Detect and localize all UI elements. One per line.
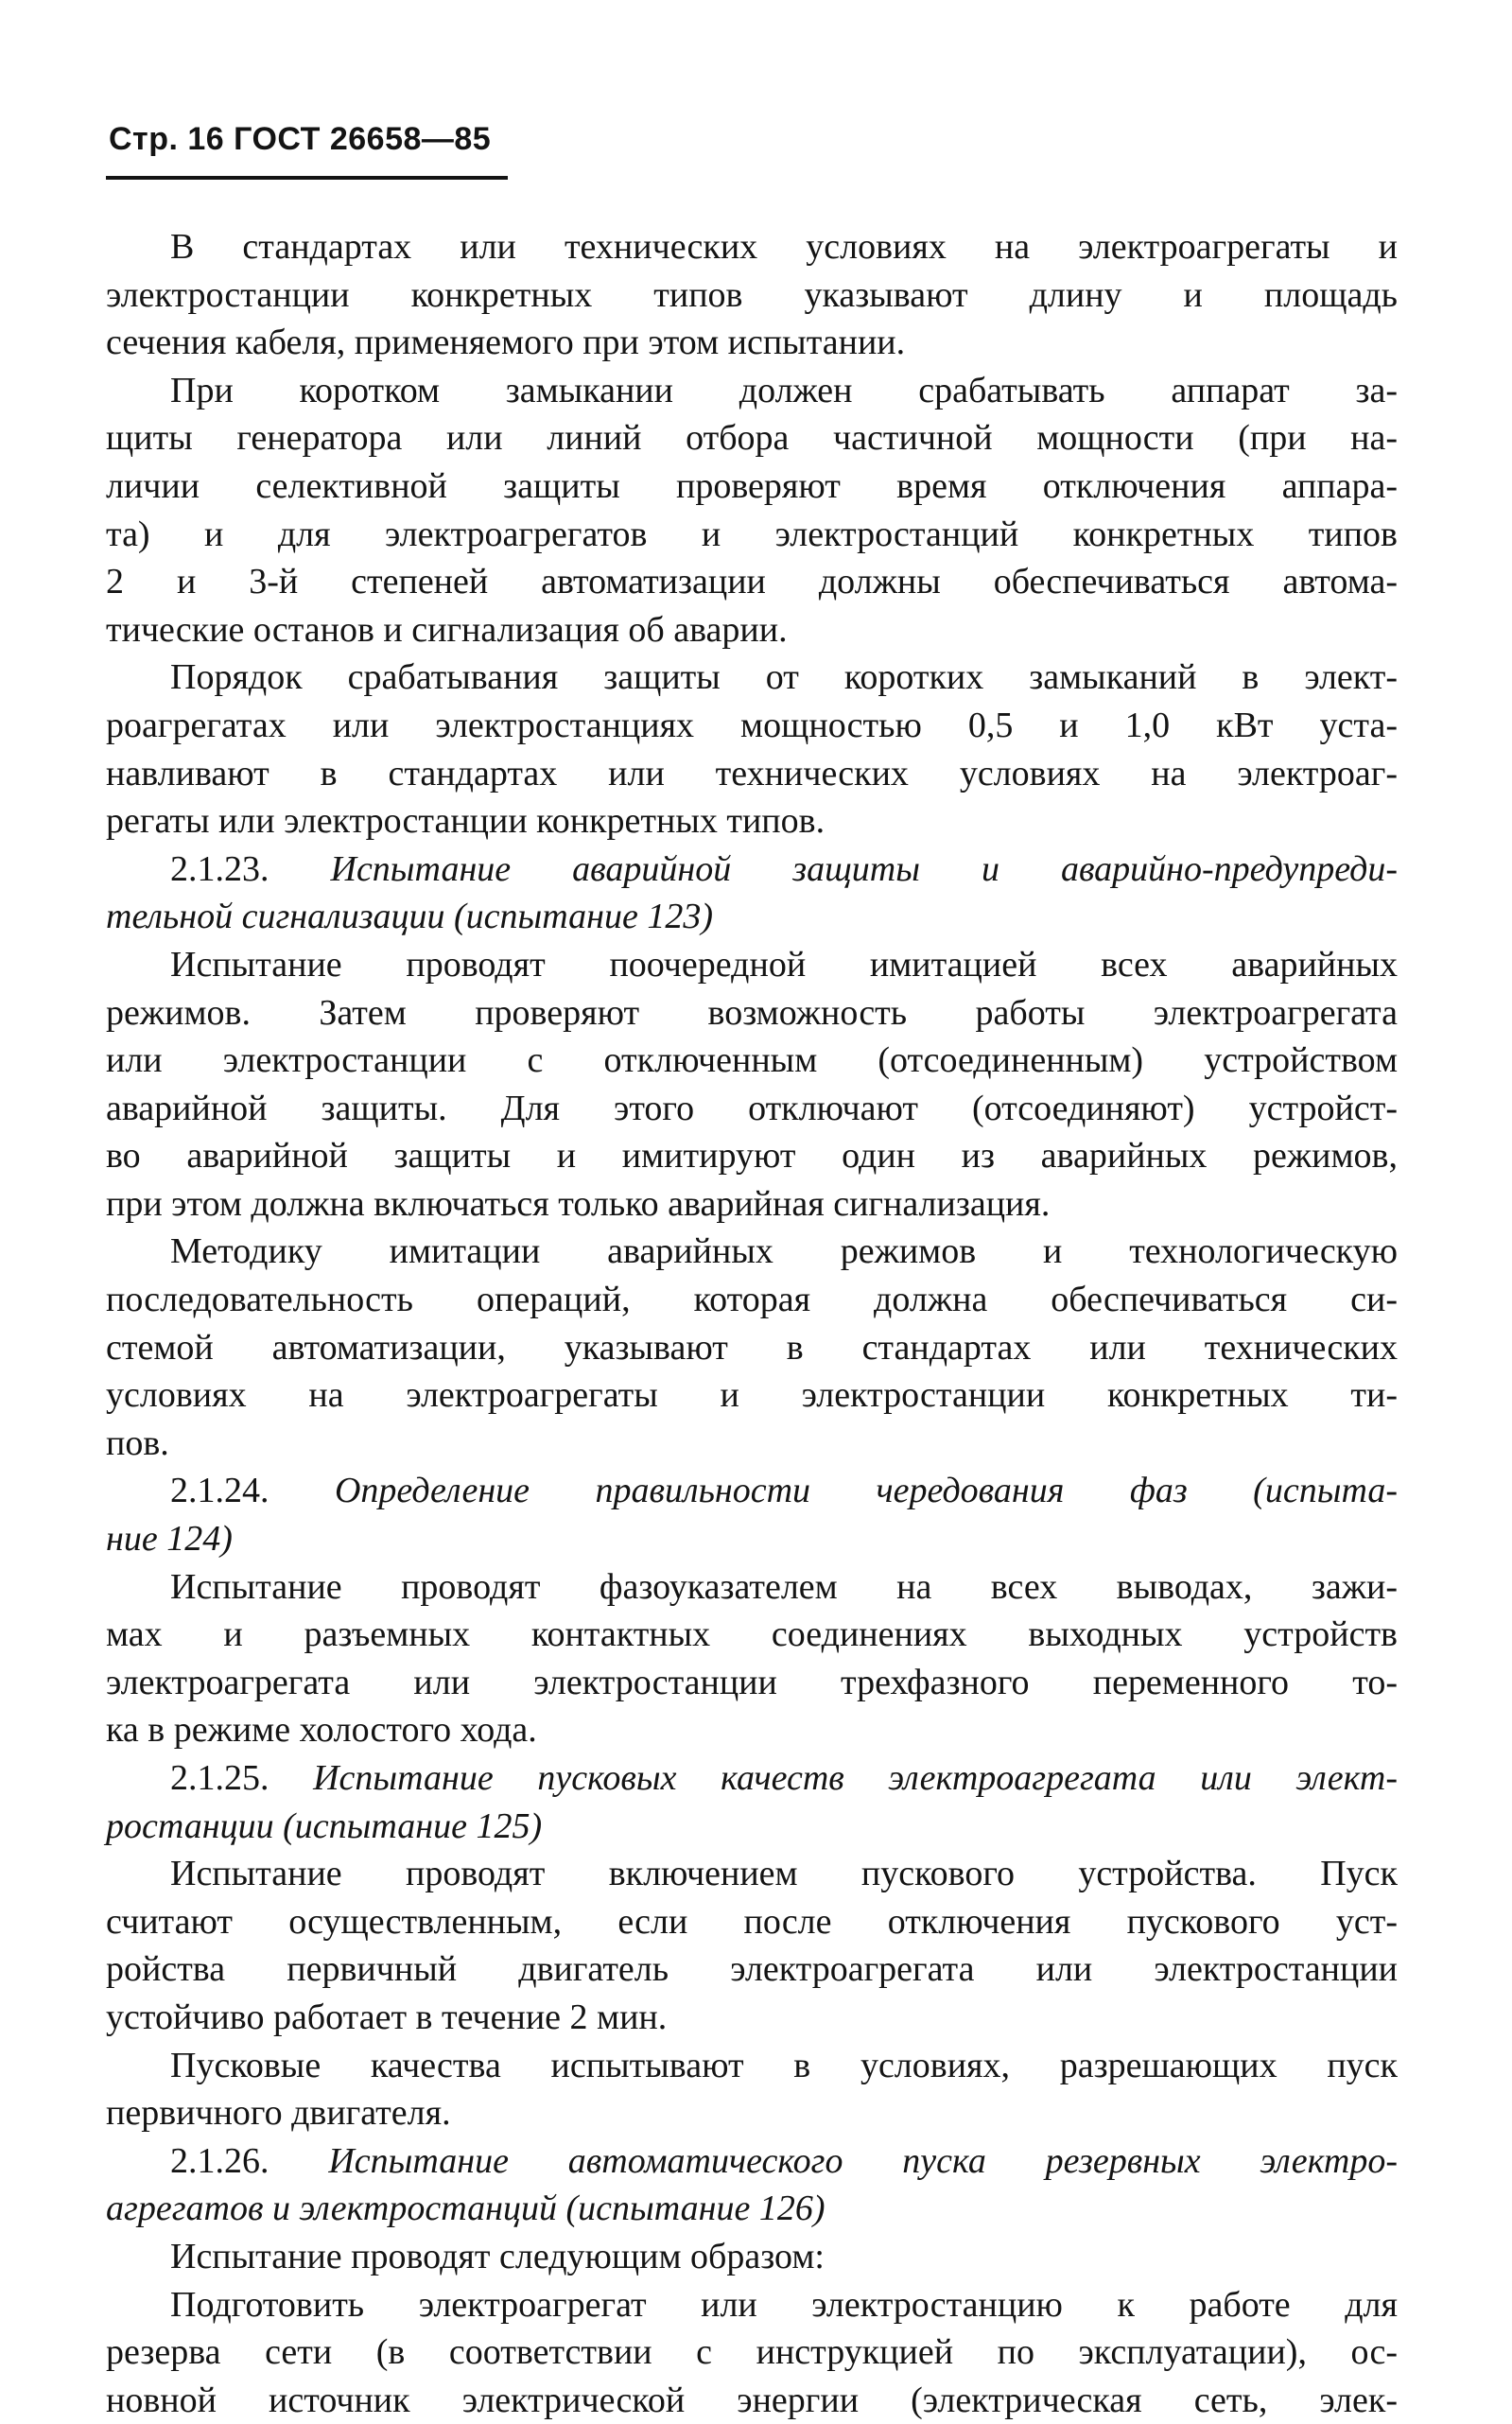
text-line bbox=[106, 1994, 1398, 2042]
line-text: Пусковые качества испытывают в условиях, разрешающих пуск bbox=[170, 2045, 1398, 2085]
line-text: пов. bbox=[106, 1422, 169, 1463]
line-text: Испытание проводят фазоуказателем на всех выводах, зажи- bbox=[170, 1566, 1398, 1607]
section-heading-line bbox=[106, 2137, 1398, 2186]
line-text: считают осуществленным, если после отключения пускового уст- bbox=[106, 1901, 1398, 1942]
line-text: при этом должна включаться только аварийная сигнализация. bbox=[106, 1183, 1051, 1224]
line-text: последовательность операций, которая должна обеспечиваться си- bbox=[106, 1280, 1398, 1320]
line-text: При коротком замыкании должен срабатывать аппарат за- bbox=[170, 370, 1398, 410]
text-line bbox=[106, 319, 1398, 367]
section-number: 2.1.24. bbox=[170, 1471, 269, 1511]
line-text: электростанции конкретных типов указывают длину и площадь bbox=[106, 274, 1398, 315]
line-text: Испытание пусковых качеств электроагрегата или элект- bbox=[313, 1758, 1399, 1798]
text-line bbox=[106, 2042, 1398, 2090]
line-text: резерва сети (в соответствии с инструкцией по эксплуатации), ос- bbox=[106, 2332, 1398, 2373]
body-text bbox=[106, 223, 1398, 2424]
line-text: мах и разъемных контактных соединениях выходных устройств bbox=[106, 1614, 1398, 1655]
text-line bbox=[106, 1611, 1398, 1659]
line-text: та) и для электроагрегатов и электростанций конкретных типов bbox=[106, 514, 1398, 554]
line-text: ройства первичный двигатель электроагрегата или электростанции bbox=[106, 1949, 1398, 1990]
line-text: электроагрегата или электростанции трехфазного переменного то- bbox=[106, 1662, 1398, 1702]
text-line bbox=[106, 1898, 1398, 1946]
line-text: Определение правильности чередования фаз (испыта- bbox=[334, 1471, 1399, 1511]
text-line bbox=[106, 223, 1398, 271]
text-line bbox=[106, 271, 1398, 320]
text-line bbox=[106, 2089, 1398, 2137]
section-number: 2.1.23. bbox=[170, 848, 269, 889]
text-line bbox=[106, 511, 1398, 559]
text-line bbox=[106, 1132, 1398, 1180]
text-line bbox=[106, 606, 1398, 654]
line-text: Подготовить электроагрегат или электростанцию к работе для bbox=[170, 2284, 1398, 2325]
text-line bbox=[106, 1515, 1398, 1563]
text-line bbox=[106, 1659, 1398, 1707]
line-text: Методику имитации аварийных режимов и технологическую bbox=[170, 1231, 1398, 1272]
text-line bbox=[106, 797, 1398, 846]
line-text: Испытание проводят следующим образом: bbox=[170, 2236, 825, 2276]
text-line bbox=[106, 1180, 1398, 1229]
text-line bbox=[106, 750, 1398, 798]
text-line bbox=[106, 414, 1398, 462]
line-text: Испытание проводят включением пускового устройства. Пуск bbox=[170, 1854, 1398, 1894]
section-number: 2.1.25. bbox=[170, 1758, 269, 1798]
text-line bbox=[106, 2281, 1398, 2329]
line-text: условиях на электроагрегаты и электростанции конкретных ти- bbox=[106, 1375, 1398, 1416]
line-text: регаты или электростанции конкретных типов. bbox=[106, 801, 826, 842]
line-text: стемой автоматизации, указывают в стандартах или технических bbox=[106, 1327, 1398, 1368]
text-line bbox=[106, 1706, 1398, 1754]
line-text: навливают в стандартах или технических условиях на электроаг- bbox=[106, 753, 1398, 793]
text-line bbox=[106, 1803, 1398, 1851]
standard-number: ГОСТ 26658—85 bbox=[234, 121, 492, 157]
text-line bbox=[106, 1371, 1398, 1420]
line-text: роагрегатах или электростанциях мощностью 0,5 и 1,0 кВт уста- bbox=[106, 705, 1398, 745]
section-heading-line bbox=[106, 1754, 1398, 1803]
line-text: сечения кабеля, применяемого при этом испытании. bbox=[106, 323, 906, 363]
line-text: ние 124) bbox=[106, 1519, 233, 1560]
section-heading-line bbox=[106, 846, 1398, 894]
line-text: В стандартах или технических условиях на электроагрегаты и bbox=[170, 227, 1398, 267]
line-text: тельной сигнализации (испытание 123) bbox=[106, 897, 714, 937]
text-line bbox=[106, 462, 1398, 511]
line-text: щиты генератора или линий отбора частичной мощности (при на- bbox=[106, 418, 1398, 459]
line-text: агрегатов и электростанций (испытание 126) bbox=[106, 2189, 826, 2229]
text-line bbox=[106, 367, 1398, 415]
line-text: 2 и 3-й степеней автоматизации должны обеспечиваться автома- bbox=[106, 562, 1398, 602]
line-text: аварийной защиты. Для этого отключают (отсоединяют) устройст- bbox=[106, 1088, 1398, 1128]
text-line bbox=[106, 1420, 1398, 1468]
text-line bbox=[106, 1085, 1398, 1133]
section-number: 2.1.26. bbox=[170, 2140, 269, 2181]
line-text: Испытание автоматического пуска резервных электро- bbox=[328, 2140, 1399, 2181]
line-text: Испытание проводят поочередной имитацией всех аварийных bbox=[170, 944, 1398, 985]
text-line bbox=[106, 1228, 1398, 1276]
text-line bbox=[106, 893, 1398, 941]
text-line bbox=[106, 1276, 1398, 1324]
text-line bbox=[106, 1037, 1398, 1085]
text-line bbox=[106, 558, 1398, 606]
text-line bbox=[106, 1850, 1398, 1898]
line-text: во аварийной защиты и имитируют один из аварийных режимов, bbox=[106, 1136, 1398, 1177]
line-text: тические останов и сигнализация об аварии. bbox=[106, 609, 788, 650]
text-line bbox=[106, 2233, 1398, 2281]
text-line bbox=[106, 1324, 1398, 1372]
text-line bbox=[106, 702, 1398, 750]
line-text: личии селективной защиты проверяют время отключения аппара- bbox=[106, 465, 1398, 506]
header-rule bbox=[106, 176, 508, 180]
line-text: Испытание аварийной защиты и аварийно-предупреди- bbox=[330, 848, 1398, 889]
line-text: устойчиво работает в течение 2 мин. bbox=[106, 1997, 668, 2037]
line-text: ка в режиме холостого хода. bbox=[106, 1710, 537, 1751]
text-line bbox=[106, 654, 1398, 702]
page-number: Стр. 16 bbox=[109, 121, 225, 157]
page-header bbox=[109, 121, 491, 158]
line-text: новной источник электрической энергии (электрическая сеть, элек- bbox=[106, 2380, 1398, 2420]
text-line bbox=[106, 941, 1398, 989]
text-line bbox=[106, 1563, 1398, 1612]
text-line bbox=[106, 2328, 1398, 2377]
text-line bbox=[106, 2377, 1398, 2424]
line-text: Порядок срабатывания защиты от коротких замыканий в элект- bbox=[170, 657, 1398, 698]
text-line bbox=[106, 989, 1398, 1038]
text-line bbox=[106, 2185, 1398, 2233]
line-text: или электростанции с отключенным (отсоединенным) устройством bbox=[106, 1040, 1398, 1081]
line-text: режимов. Затем проверяют возможность работы электроагрегата bbox=[106, 992, 1398, 1033]
line-text: ростанции (испытание 125) bbox=[106, 1805, 543, 1846]
line-text: первичного двигателя. bbox=[106, 2093, 451, 2134]
text-line bbox=[106, 1945, 1398, 1994]
section-heading-line bbox=[106, 1467, 1398, 1515]
